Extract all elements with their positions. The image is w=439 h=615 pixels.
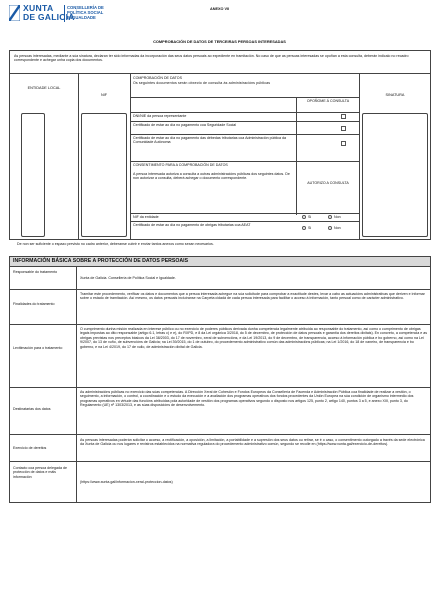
nif-yes-label: Si: [308, 215, 312, 219]
form-title: COMPROBACIÓN DE DATOS DE TERCEIRAS PERSOAS INTERESADAS: [153, 39, 286, 44]
aeat-no-label: Non: [334, 226, 341, 230]
privacy-text-destinatarias: As administracións públicas no exercicio das súas competencias. A Dirección Xeral de Cohesión e Fondos Europeos da Consellería de Facenda e Administración Pública coa finalidade de realizar a xestión, o seguimento, a información, o control, a coordinación e o estudo da execución e a avaliación dos programas operativos dos fondos procedentes da Unión Europea na súa condición de organismo intermedio dos programas operativos en virtude das funcións atribuídas pola autoridade de xestión dos programas operativos segundo o disposto nos artigos 125, punto 2, artigo 140, puntos 3 a 5, e anexo XIII, punto 3, do Regulamento (UE) nº 1303/2013, e as súas disposicións de desenvolvemento.: [80, 390, 414, 408]
logo-text-1: XUNTA: [23, 3, 54, 13]
consent-doc-nif: NIF da entidade: [133, 215, 159, 219]
ministry-line-2: POLÍTICA SOCIAL: [67, 10, 104, 15]
privacy-text-contacto[interactable]: (https://www.xunta.gal/informacion-xeral-proteccion-datos): [80, 480, 173, 484]
nif-no-label: Non: [334, 215, 341, 219]
oppose-checkbox-ss[interactable]: [341, 126, 346, 131]
privacy-text-responsable: Xunta de Galicia. Consellería de Política Social e Igualdade.: [80, 276, 176, 280]
xunta-logo: [9, 4, 105, 26]
col-nif-header: NIF: [100, 93, 108, 97]
aeat-yes-label: Si: [308, 226, 312, 230]
authorize-header: AUTORIZO A CONSULTA: [307, 181, 349, 185]
ministry-line-3: E IGUALDADE: [67, 15, 96, 20]
col-signature-header: SINATURA: [385, 93, 405, 97]
logo-text-2: DE GALICIA: [23, 12, 75, 22]
col-entity-header: ENTIDADE LOCAL: [27, 86, 61, 90]
aeat-no-radio[interactable]: [328, 226, 332, 230]
consent-title: CONSENTIMENTO PARA A COMPROBACIÓN DE DATOS: [133, 163, 228, 167]
oppose-checkbox-dni[interactable]: [341, 114, 346, 119]
nif-yes-radio[interactable]: [302, 215, 306, 219]
doc-row-dni: DNI/NIE da persoa representante: [133, 114, 187, 118]
consult-title: COMPROBACIÓN DE DATOS: [133, 76, 182, 80]
nif-input[interactable]: [81, 113, 127, 237]
intro-text: As persoas interesadas, mediante a súa sinatura, declaran ter sido informadas da incorporación das seus datos persoais ao expediente en tramitación. No caso de que as persoas interesadas se opoñan a esta consulta, deberán indicalo no recadro correspondente e achegar unha copia dos documentos.: [14, 54, 409, 63]
privacy-title: INFORMACIÓN BÁSICA SOBRE A PROTECCIÓN DE DATOS PERSOAIS: [13, 258, 189, 264]
privacy-label-dereitos: Exercicio de dereitos: [13, 446, 47, 450]
privacy-label-finalidades: Finalidades do tratamento: [13, 302, 55, 306]
consent-description: A persoa interesada autoriza a consulta a outras administracións públicas dos seguintes datos. De non autorizar a consulta, deberá achegar o documento correspondente.: [133, 172, 290, 181]
oppose-checkbox-debts[interactable]: [341, 141, 346, 146]
privacy-text-dereitos: As persoas interesadas poderán solicitar o acceso, a rectificación, a oposición, a limitación, a portabilidade e a supresión dos seus datos ou retirar, se é o caso, o consentimento outorgado a través da sede electrónica da Xunta de Galicia ou nos lugares e rexistros establecidos na normativa reguladora do procedemento administrativo común, segundo se recolle en (https://www.xunta.gal/exercicio-de-dereitos).: [80, 438, 425, 447]
nif-no-radio[interactable]: [328, 215, 332, 219]
consult-description: Os seguintes documentos serán obxecto de consulta ás administracións públicas: [133, 81, 271, 85]
ministry-line-1: CONSELLERÍA DE: [67, 5, 104, 10]
privacy-label-contacto: Contacto coa persoa delegada de protección de datos e máis información: [13, 466, 67, 479]
oppose-header: OPOÑOME Á CONSULTA: [306, 99, 350, 103]
privacy-label-destinatarias: Destinatarias dos datos: [13, 407, 51, 411]
annex-label: ANEXO VII: [210, 7, 230, 11]
xunta-flag-icon: [9, 5, 20, 21]
doc-row-debts: Certificado de estar ao día no pagamento das débedas tributarias coa Administración pública da Comunidade Autónoma: [133, 136, 287, 145]
footnote: De non ser suficiente o espazo previsto no cadro anterior, deberanse cubrir e enviar tantos anexos como sexan necesarios.: [17, 242, 214, 246]
entity-input[interactable]: [21, 113, 45, 237]
privacy-text-lexitimacion: O cumprimento dunha misión realizada en interese público ou no exercicio de poderes públicos derivada dunha competencia legalmente atribuída ao responsable do tratamento, así como o cumprimento de obrigas legais impostas ao dito responsable (artigo 6.1, letras c) e e), do RXPD, e 8 da Lei orgánica 3/2018, do 5 de decembro, de protección de datos persoais e garantía dos dereitos dixitais). En concreto, a competencia e as obrigas previstas nos preceptos básicos da Lei 38/2003, do 17 de novembro, xeral de subvencións, e da Lei 19/2013, do 9 de decembro, de transparencia, acceso á información pública e bo goberno, así como na Lei 9/2007, do 13 de xuño, de subvencións de Galicia; na Lei 39/2015, do 1 de outubro, do procedemento administrativo común das administracións públicas; na Lei 1/2016, do 18 de xaneiro, de transparencia e bo goberno, e na Lei 4/2019, do 17 de xullo, de administración dixital de Galicia.: [80, 327, 427, 349]
signature-input[interactable]: [362, 113, 428, 237]
consent-doc-aeat: Certificado de estar ao día no pagamento de obrigas tributarias coa AEAT: [133, 223, 251, 227]
doc-row-ss: Certificado de estar ao día no pagamento coa Seguridade Social: [133, 123, 237, 127]
aeat-yes-radio[interactable]: [302, 226, 306, 230]
privacy-text-finalidades: Tramitar este procedemento, verificar os datos e documentos que a persoa interesada achegue na súa solicitude para comprobar a exactitude destes, levar a cabo as actuacións administrativas que deriven e informar sobre o estado de tramitación. Así mesmo, os datos persoais incluíranse na Carpeta cidadá de cada persoa interesada para facilitar o acceso á información, tanto persoal como de carácter administrativo.: [80, 292, 425, 301]
privacy-label-lexitimacion: Lexitimación para o tratamento: [13, 346, 63, 350]
privacy-label-responsable: Responsable do tratamento: [13, 270, 58, 274]
